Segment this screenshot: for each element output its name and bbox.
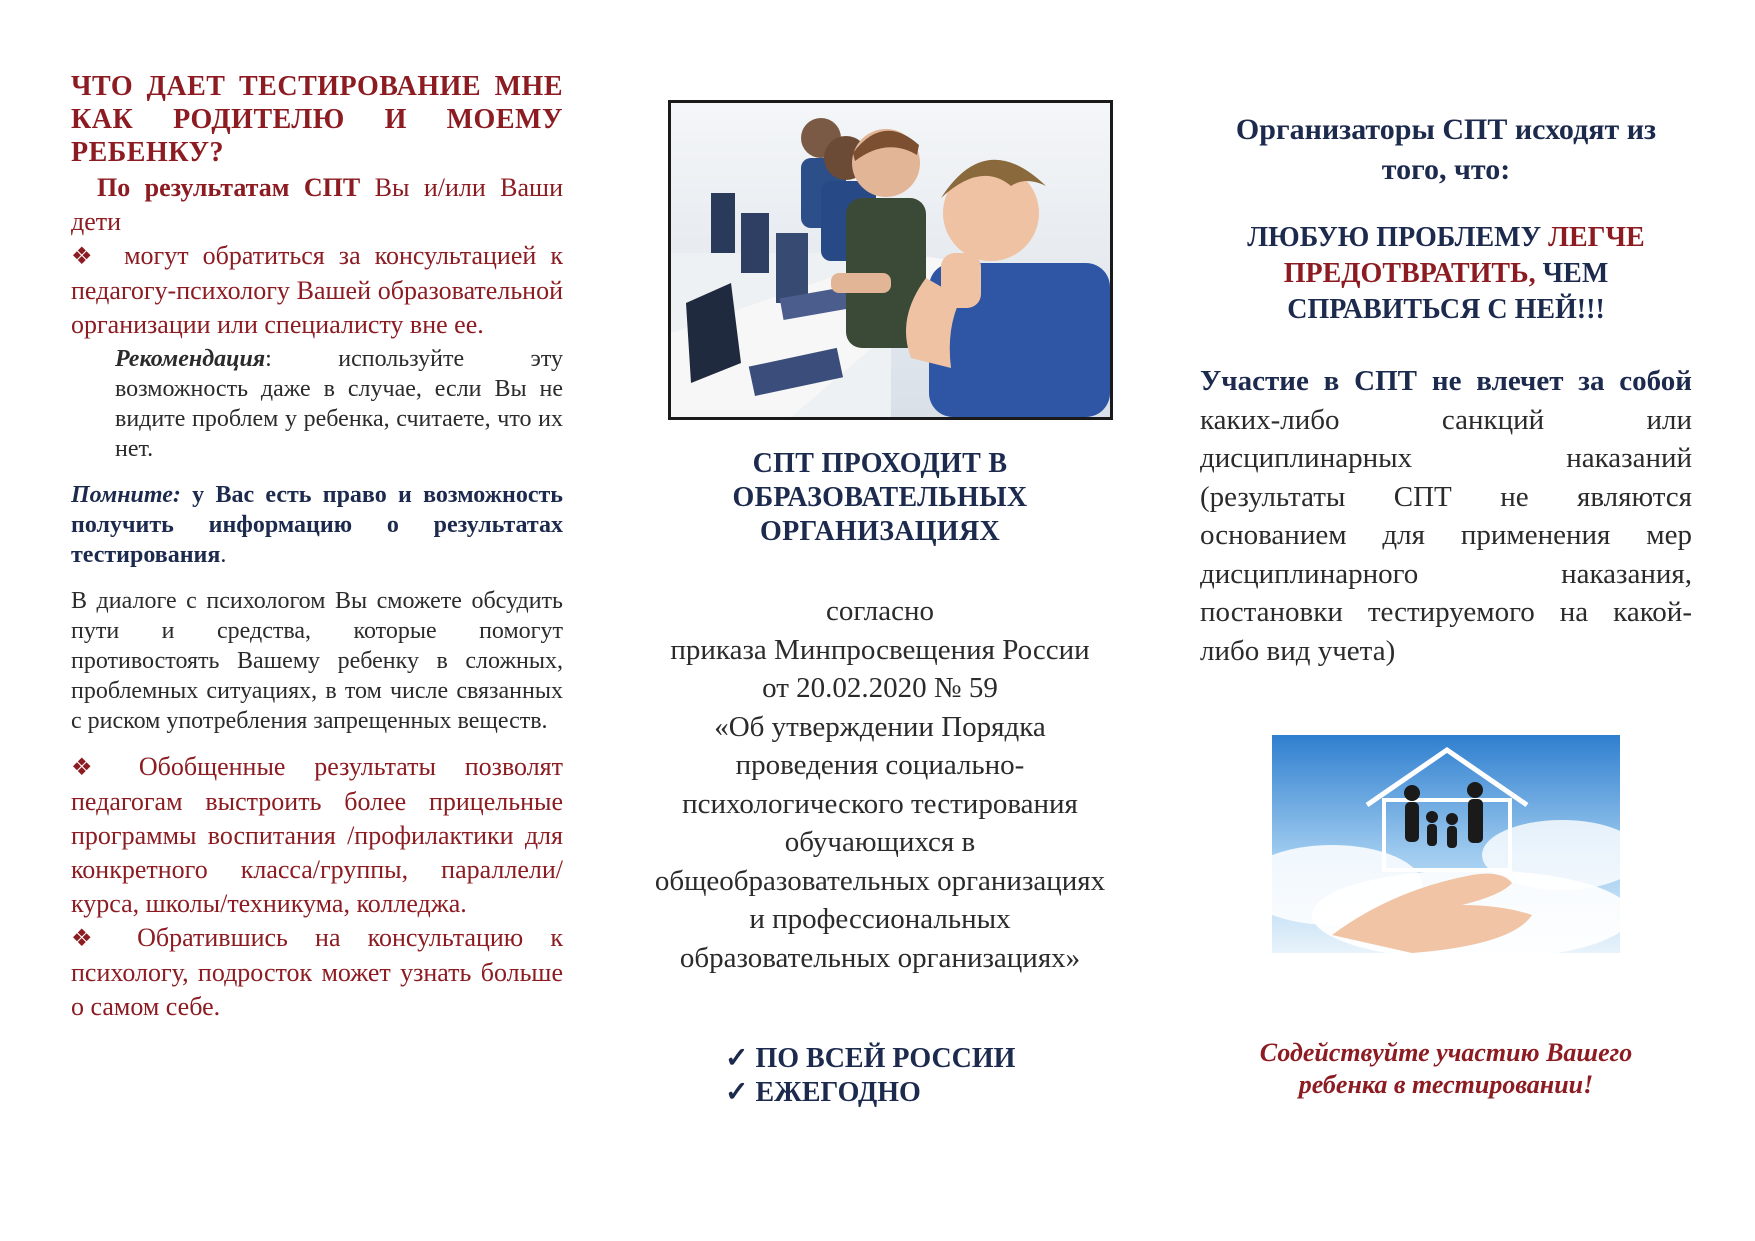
order-title: «Об утверждении Порядка проведения социально-психологического тестирования обучающихся в общеобразовательных организациях и профессиональных образовательных организациях» (654, 710, 1106, 974)
remember-label: Помните: (71, 482, 181, 508)
slogan (1220, 220, 1672, 328)
check-icon: ✓ (725, 1077, 749, 1108)
left-heading: ЧТО ДАЕТ ТЕСТИРОВАНИЕ МНЕ КАК РОДИТЕЛЮ И МОЕМУ РЕБЕНКУ? (71, 71, 563, 168)
closing-call: Содействуйте участию Вашего ребенка в тестировании! (1259, 1038, 1633, 1099)
order-block (630, 592, 1130, 977)
dialog-paragraph: В диалоге с психологом Вы сможете обсудить пути и средства, которые помогут противостоять Вашему ребенку в сложных, проблемных ситуациях, в том числе связанных с риском употребления запрещенных веществ. (71, 588, 563, 734)
bullet-teen-text: Обратившись на консультацию к психологу, подросток может узнать больше о самом себе. (71, 923, 564, 1021)
recommendation-label: Рекомендация (115, 346, 266, 372)
recommendation-text: : используйте эту возможность даже в случае, если Вы не видите проблем у ребенка, считаете, что их нет. (115, 346, 563, 462)
slogan-highlight: ЛЕГЧЕ ПРЕДОТВРАТИТЬ, (1283, 222, 1645, 289)
participation-bold: Участие в СПТ не влечет за собой (1200, 365, 1692, 397)
check-item-yearly-label: ЕЖЕГОДНО (755, 1077, 921, 1108)
check-item-russia-label: ПО ВСЕЙ РОССИИ (755, 1043, 1016, 1074)
order-line1: согласно (825, 595, 935, 627)
order-line2: приказа Минпросвещения России (670, 633, 1090, 666)
right-heading: Организаторы СПТ исходят из того, что: (1235, 113, 1657, 186)
bullet-teen (71, 921, 563, 1024)
students-at-computers-image (671, 103, 1110, 417)
recommendation (115, 344, 563, 464)
remember-paragraph (71, 480, 563, 570)
remember-end: . (220, 542, 227, 568)
slogan-part-a: ЛЮБУЮ ПРОБЛЕМУ (1247, 222, 1549, 253)
intro-paragraph (71, 171, 563, 239)
bullet-results (71, 750, 563, 921)
family-house-illustration (1272, 735, 1620, 953)
checklist (725, 1042, 1015, 1110)
left-column (71, 70, 563, 1024)
students-photo (668, 100, 1113, 420)
bullet-icon: ❖ (71, 755, 115, 781)
house-in-hand-image (1272, 735, 1620, 953)
bullet-consultation-text: могут обратиться за консультацией к педагогу-психологу Вашей образовательной организации или специалисту вне ее. (71, 241, 564, 339)
middle-heading: СПТ ПРОХОДИТ В ОБРАЗОВАТЕЛЬНЫХ ОРГАНИЗАЦИЯХ (732, 448, 1028, 547)
intro-rest: Вы и/или Ваши дети (71, 173, 563, 236)
check-item-russia (725, 1042, 1015, 1076)
bullet-icon: ❖ (71, 244, 101, 270)
check-item-yearly (725, 1076, 1015, 1110)
participation-paragraph (1200, 362, 1692, 670)
intro-bold: По результатам СПТ (97, 173, 361, 202)
order-line3: от 20.02.2020 № 59 (762, 672, 998, 704)
remember-text: у Вас есть право и возможность получить информацию о результатах тестирования (71, 482, 563, 568)
bullet-results-text: Обобщенные результаты позволят педагогам выстроить более прицельные программы воспитания /профилактики для конкретного класса/группы, параллели/курса, школы/техникума, колледжа. (71, 752, 564, 918)
bullet-consultation (71, 239, 563, 342)
bullet-icon: ❖ (71, 926, 114, 952)
check-icon: ✓ (725, 1043, 749, 1074)
slogan-part-c: ЧЕМ СПРАВИТЬСЯ С НЕЙ!!! (1287, 258, 1609, 325)
participation-rest: каких-либо санкций или дисциплинарных наказаний (результаты СПТ не являются основанием для применения мер дисциплинарного наказания, постановки тестируемого на какой-либо вид учета) (1200, 403, 1692, 667)
